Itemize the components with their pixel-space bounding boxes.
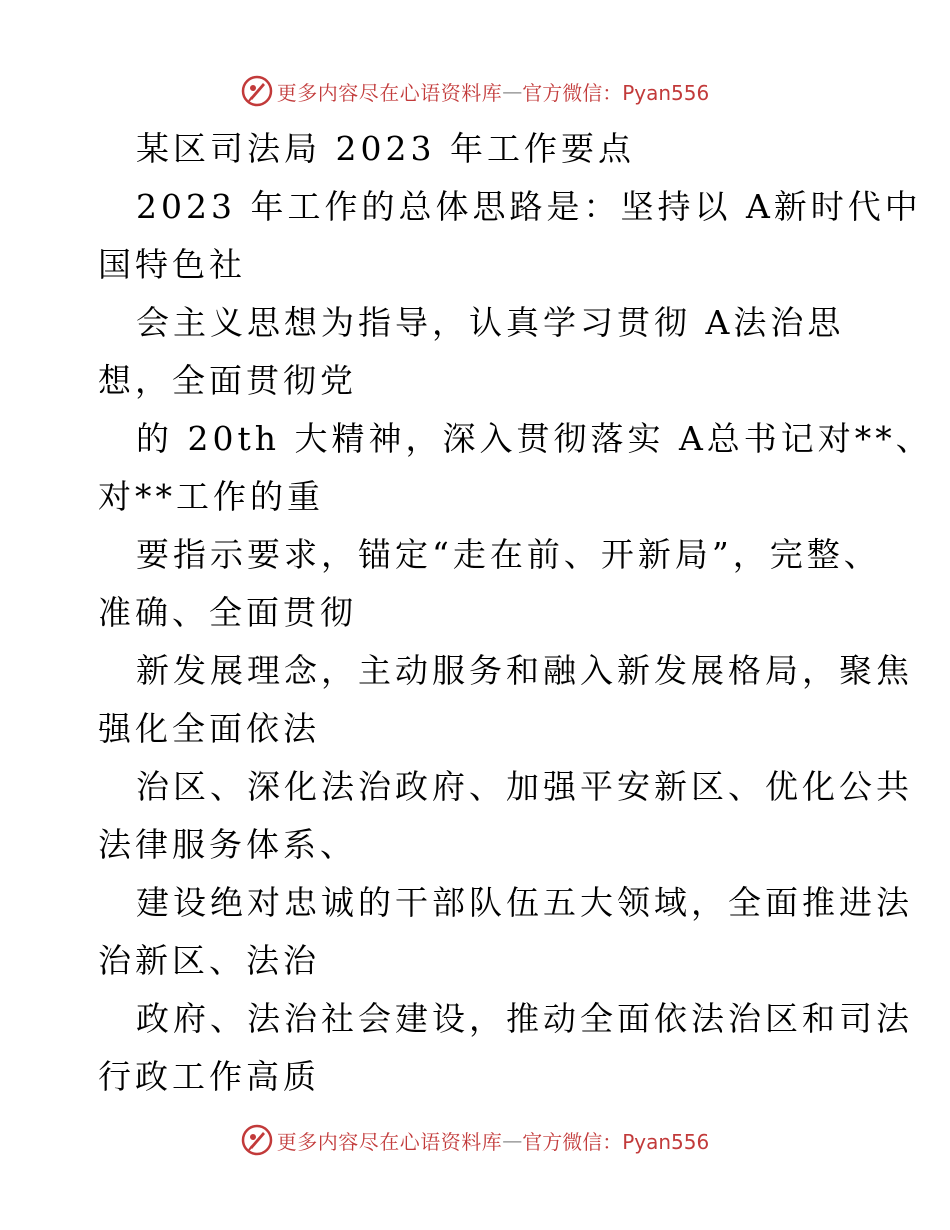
quill-logo-icon — [241, 1124, 273, 1156]
header-banner — [0, 71, 950, 111]
banner-wechat: 官方微信：Pyan556 — [522, 1129, 710, 1154]
doc-line: 想，全面贯彻党 — [98, 361, 357, 400]
footer-banner — [0, 1120, 950, 1160]
doc-line: 要指示要求，锚定“走在前、开新局”，完整、 — [136, 535, 881, 574]
doc-line: 法律服务体系、 — [98, 825, 357, 864]
doc-line: 新发展理念，主动服务和融入新发展格局，聚焦 — [136, 651, 913, 690]
doc-line: 国特色社 — [98, 245, 246, 284]
banner-wechat: 官方微信：Pyan556 — [522, 80, 710, 105]
doc-line: 建设绝对忠诚的干部队伍五大领域，全面推进法 — [136, 883, 913, 922]
doc-line: 会主义思想为指导，认真学习贯彻 A法治思 — [136, 303, 845, 342]
doc-line: 治区、深化法治政府、加强平安新区、优化公共 — [136, 767, 913, 806]
doc-line: 强化全面依法 — [98, 709, 320, 748]
doc-line: 治新区、法治 — [98, 941, 320, 980]
banner-separator: — — [502, 1128, 523, 1152]
doc-line: 对**工作的重 — [98, 477, 324, 516]
doc-line: 准确、全面贯彻 — [98, 593, 357, 632]
doc-line: 2023 年工作的总体思路是：坚持以 A新时代中 — [136, 187, 922, 226]
doc-title: 某区司法局 2023 年工作要点 — [136, 129, 635, 168]
doc-line: 政府、法治社会建设，推动全面依法治区和司法 — [136, 999, 913, 1038]
doc-line: 的 20th 大精神，深入贯彻落实 A总书记对**、 — [136, 419, 933, 458]
banner-title: 更多内容尽在心语资料库 — [276, 1129, 503, 1154]
banner-separator: — — [502, 79, 523, 103]
quill-logo-icon — [241, 75, 273, 107]
doc-line: 行政工作高质 — [98, 1057, 320, 1096]
banner-title: 更多内容尽在心语资料库 — [276, 80, 503, 105]
document-body — [98, 120, 933, 1106]
